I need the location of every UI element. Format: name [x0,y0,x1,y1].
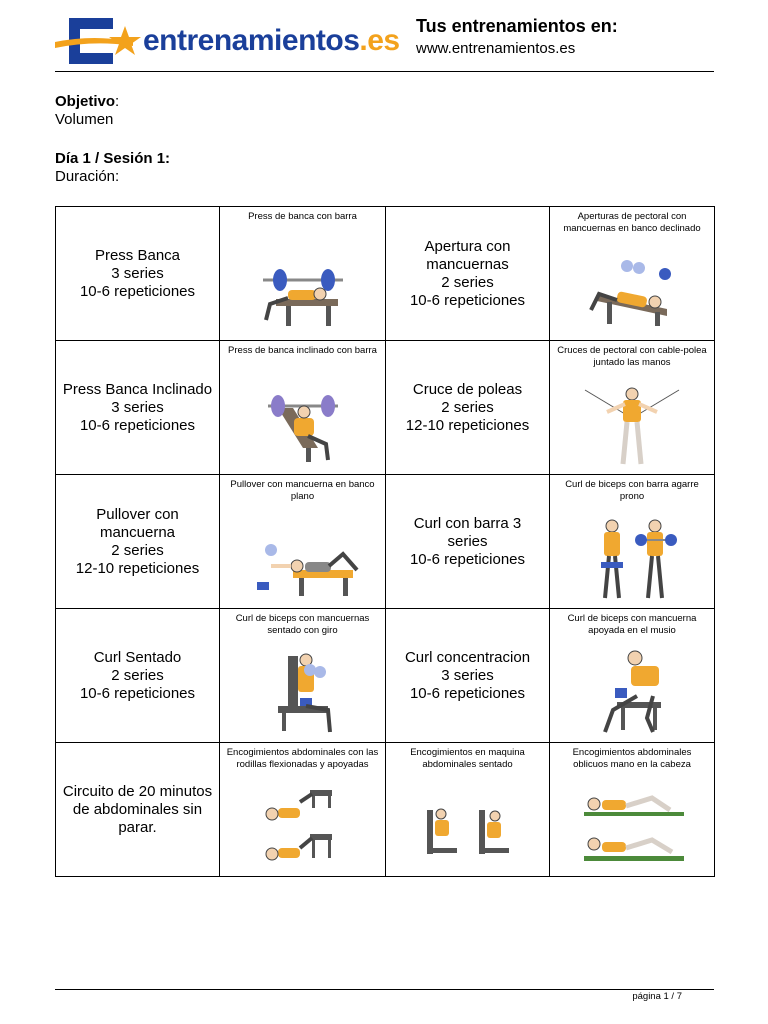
objetivo-block: Objetivo: Volumen [55,93,120,128]
page-number: página 1 / 7 [632,991,682,1002]
exercise-illustration-cell [550,207,715,341]
exercise-summary: Cruce de poleas 2 series 12-10 repeticiones [386,341,550,475]
table-row [56,475,715,609]
duration-label: Duración: [55,168,120,185]
exercise-name: Pullover con mancuerna en banco plano [230,479,375,502]
exercise-illustration-cell [386,743,550,877]
header-title: Tus entrenamientos en: [416,16,618,36]
logo-star-icon [55,12,141,70]
bench-press-figure-icon [248,254,358,334]
oblique-crunch-figure-icon [572,790,692,870]
logo-text: entrenamientos.es [143,24,400,57]
ab-machine-figure-icon [413,804,523,858]
exercise-name: Aperturas de pectoral con mancuernas en banco declinado [563,211,701,234]
exercise-illustration-cell [550,609,715,743]
exercise-name: Curl de biceps con mancuerna apoyada en el musio [567,613,697,636]
header-right [416,14,618,60]
exercise-name: Encogimientos abdominales con las rodillas flexionadas y apoyadas [226,747,379,770]
exercise-name: Encogimientos abdominales oblicuos mano en la cabeza [572,747,692,770]
header-url[interactable]: www.entrenamientos.es [416,40,576,57]
exercise-name: Encogimientos en maquina abdominales sentado [410,747,525,770]
knee-crunch-figure-icon [248,782,358,870]
exercise-illustration-cell [220,743,386,877]
footer-divider [55,989,714,990]
exercise-illustration-cell [220,207,386,341]
pullover-figure-icon [243,536,363,602]
concentration-curl-figure-icon [577,648,687,736]
exercise-summary: Curl Sentado 2 series 10-6 repeticiones [56,609,220,743]
objetivo-label: Objetivo [55,93,116,110]
dumbbell-fly-figure-icon [577,254,687,334]
exercise-summary: Press Banca 3 series 10-6 repeticiones [56,207,220,341]
exercise-name: Curl de biceps con barra agarre prono [565,479,699,502]
page-header [55,12,714,72]
exercise-name: Press de banca inclinado con barra [228,345,377,356]
objetivo-value: Volumen [55,111,114,128]
session-block [55,150,170,186]
table-row [56,207,715,341]
training-table [55,206,715,877]
entrenamientos-logo[interactable] [55,12,400,70]
exercise-name: Curl de biceps con mancuernas sentado con giro [235,613,370,636]
exercise-summary: Apertura con mancuernas 2 series 10-6 repeticiones [386,207,550,341]
exercise-illustration-cell [220,341,386,475]
exercise-summary: Press Banca Inclinado 3 series 10-6 repeticiones [56,341,220,475]
exercise-illustration-cell [220,475,386,609]
exercise-summary: Pullover con mancuerna 2 series 12-10 repeticiones [56,475,220,609]
session-label: Día 1 / Sesión 1: [55,150,171,167]
table-row [56,609,715,743]
exercise-summary: Curl concentracion 3 series 10-6 repeticiones [386,609,550,743]
header-divider [55,71,714,72]
barbell-curl-figure-icon [577,516,687,602]
exercise-name: Press de banca con barra [248,211,357,222]
exercise-illustration-cell [550,475,715,609]
exercise-summary: Circuito de 20 minutos de abdominales sin parar. [56,743,220,877]
exercise-summary: Curl con barra 3 series 10-6 repeticiones [386,475,550,609]
exercise-name: Cruces de pectoral con cable-polea juntado las manos [557,345,707,368]
exercise-illustration-cell [550,341,715,475]
cable-crossover-figure-icon [577,382,687,468]
incline-bench-press-figure-icon [248,388,358,468]
table-row [56,743,715,877]
exercise-illustration-cell [550,743,715,877]
table-row [56,341,715,475]
seated-curl-figure-icon [248,648,358,736]
exercise-illustration-cell [220,609,386,743]
